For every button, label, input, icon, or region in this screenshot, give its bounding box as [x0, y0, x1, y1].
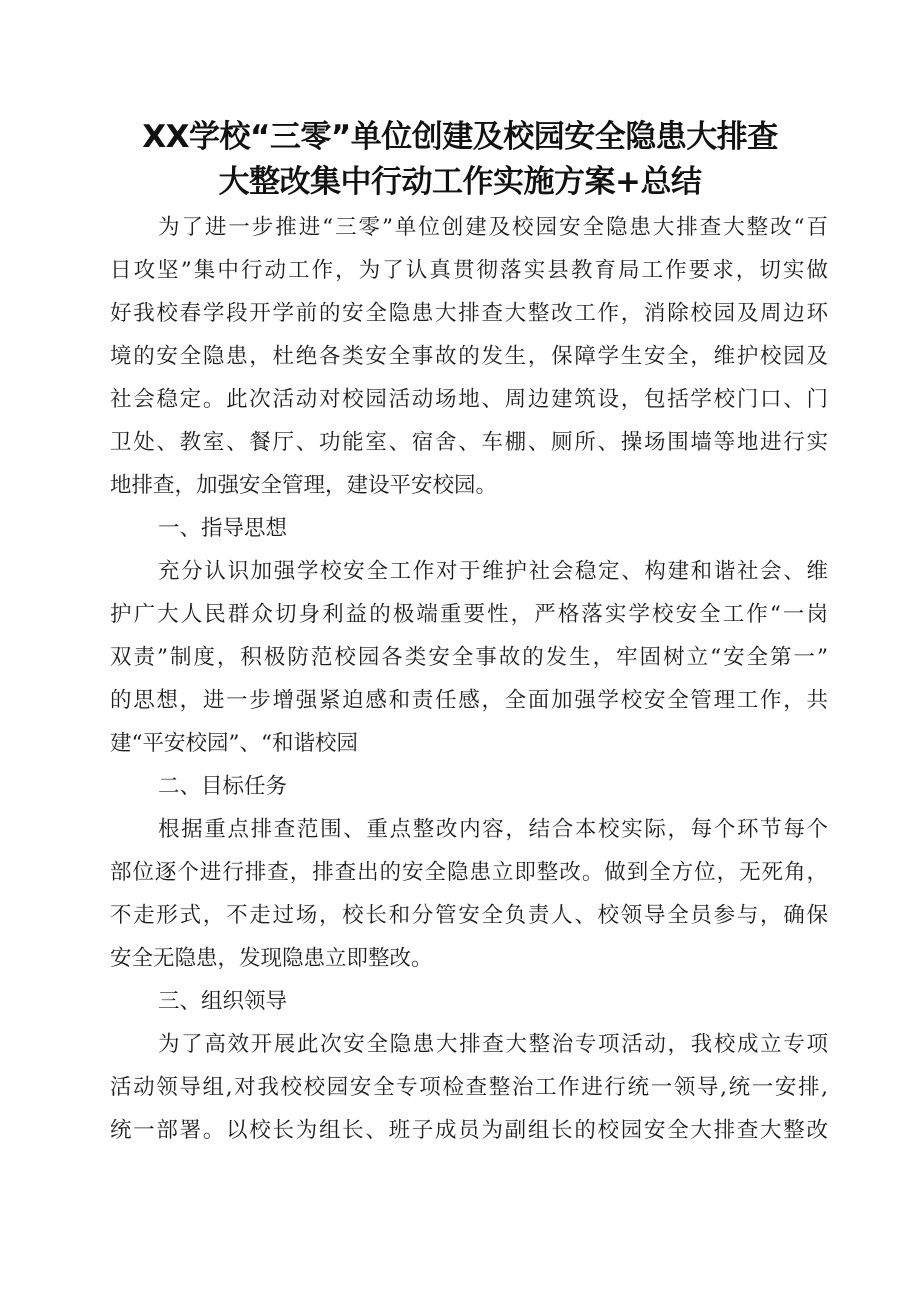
paragraph-intro-line: 境的安全隐患，杜绝各类安全事故的发生，保障学生安全，维护校园及 [110, 344, 828, 369]
paragraph-ideology-line: 充分认识加强学校安全工作对于维护社会稳定、构建和谐社会、维 [158, 559, 828, 584]
paragraph-ideology-line: 建“平安校园”、“和谐校园 [110, 731, 358, 756]
paragraph-organization-line: 活动领导组,对我校校园安全专项检查整治工作进行统一领导,统一安排, [110, 1075, 828, 1100]
paragraph-organization-line: 统一部署。以校长为组长、班子成员为副组长的校园安全大排查大整改 [110, 1118, 828, 1143]
paragraph-organization-line: 为了高效开展此次安全隐患大排查大整治专项活动，我校成立专项 [158, 1032, 828, 1057]
paragraph-intro-line: 日攻坚”集中行动工作，为了认真贯彻落实县教育局工作要求，切实做 [110, 258, 828, 283]
paragraph-intro-line: 好我校春学段开学前的安全隐患大排查大整改工作，消除校园及周边环 [110, 301, 828, 326]
paragraph-ideology-line: 的思想，进一步增强紧迫感和责任感，全面加强学校安全管理工作，共 [110, 688, 828, 713]
paragraph-intro-line: 地排查，加强安全管理，建设平安校园。 [110, 473, 498, 498]
section-heading-organization: 三、组织领导 [158, 989, 288, 1014]
section-heading-goals: 二、目标任务 [158, 774, 288, 799]
section-heading-guiding-ideology: 一、指导思想 [158, 516, 288, 541]
paragraph-goals-line: 部位逐个进行排查，排查出的安全隐患立即整改。做到全方位，无死角， [110, 860, 828, 885]
paragraph-goals-line: 根据重点排查范围、重点整改内容，结合本校实际，每个环节每个 [158, 817, 828, 842]
paragraph-goals-line: 安全无隐患，发现隐患立即整改。 [110, 946, 433, 971]
document-title-line-1: XX学校“三零”单位创建及校园安全隐患大排查 [142, 119, 778, 155]
paragraph-ideology-line: 双责”制度，积极防范校园各类安全事故的发生，牢固树立“安全第一” [110, 645, 828, 670]
paragraph-intro-line: 为了进一步推进“三零”单位创建及校园安全隐患大排查大整改“百 [158, 215, 828, 240]
document-title-line-2: 大整改集中行动工作实施方案+总结 [218, 164, 702, 200]
paragraph-goals-line: 不走形式，不走过场，校长和分管安全负责人、校领导全员参与，确保 [110, 903, 828, 928]
paragraph-intro-line: 卫处、教室、餐厅、功能室、宿舍、车棚、厕所、操场围墙等地进行实 [110, 430, 828, 455]
paragraph-intro-line: 社会稳定。此次活动对校园活动场地、周边建筑设，包括学校门口、门 [110, 387, 828, 412]
paragraph-ideology-line: 护广大人民群众切身利益的极端重要性，严格落实学校安全工作“一岗 [110, 602, 828, 627]
